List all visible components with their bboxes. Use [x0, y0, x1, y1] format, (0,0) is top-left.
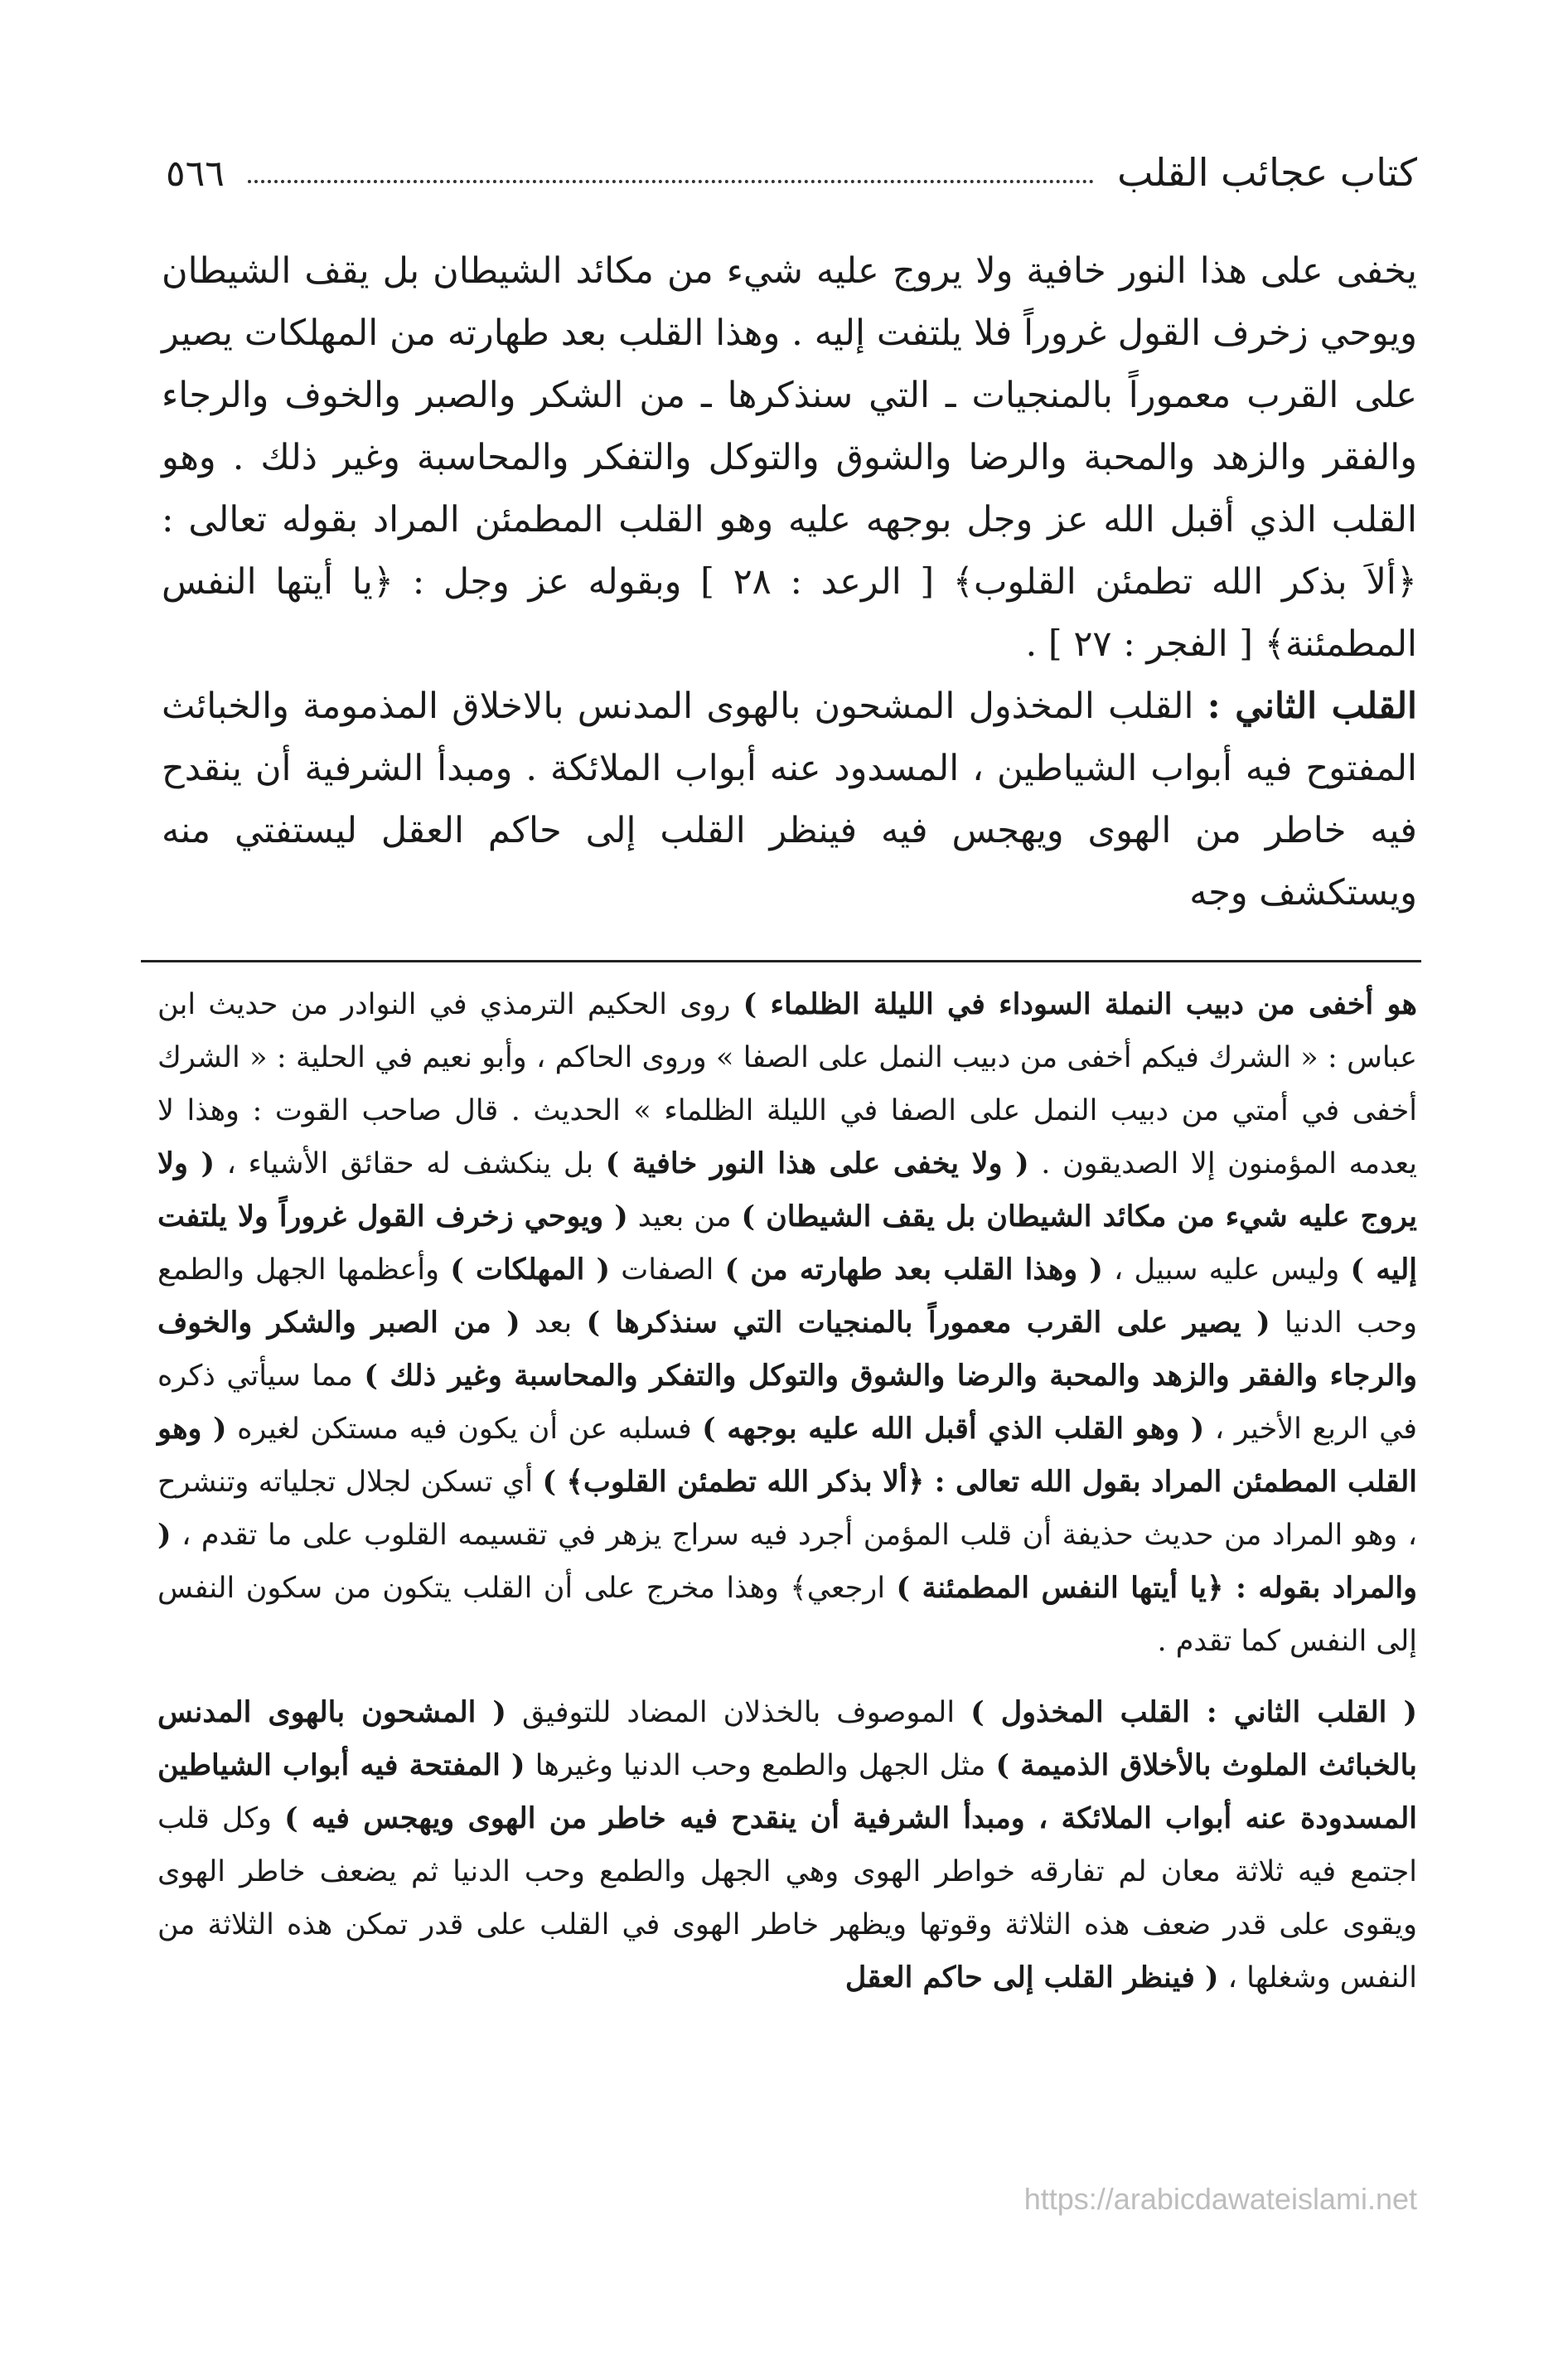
commentary-text: ارجعي﴾ وهذا مخرج على أن القلب يتكون من سكون النفس إلى النفس كما تقدم . [157, 1572, 1417, 1658]
quoted-phrase: ( وهو القلب الذي أقبل الله عليه بوجهه ) [702, 1412, 1205, 1446]
quoted-phrase: ( المهلكات ) [450, 1253, 611, 1287]
footnote-divider [141, 960, 1421, 962]
quoted-phrase: ( ولا يخفى على هذا النور خافية ) [605, 1146, 1029, 1180]
commentary-paragraph [157, 1686, 1417, 2004]
commentary [157, 978, 1417, 2004]
commentary-text: وليس عليه سبيل ، [1102, 1253, 1351, 1287]
quoted-phrase: هو أخفى من دبيب النملة السوداء في الليلة الظلماء ) [743, 987, 1418, 1021]
quoted-phrase: ( المشحون بالهوى المدنس بالخبائث الملوث بالأخلاق الذميمة ) [157, 1695, 1417, 1782]
quoted-phrase: ( القلب الثاني : القلب المخذول ) [970, 1695, 1417, 1729]
page-number: ٥٦٦ [166, 153, 225, 195]
paragraph-gap [157, 1668, 1417, 1686]
website-watermark: https://arabicdawateislami.net [1023, 2182, 1417, 2216]
commentary-text: مما سيأتي ذكره في الربع الأخير ، [157, 1360, 1417, 1446]
commentary-text: وأعظمها الجهل والطمع وحب الدنيا [157, 1253, 1418, 1340]
commentary-text: بل ينكشف له حقائق الأشياء ، [215, 1147, 606, 1180]
main-paragraph-text: يخفى على هذا النور خافية ولا يروج عليه شيء من مكائد الشيطان بل يقف الشيطان ويوحي زخرف القول غروراً فلا يلتفت إليه . وهذا القلب بعد طهارته من المهلكات يصير على القرب معموراً بالمنجيات ـ التي سنذكرها ـ من الشكر والصبر والخوف والرجاء والفقر والزهد والمحبة والرضا والشوق والتوكل والتفكر والمحاسبة وغير ذلك . وهو القلب الذي أقبل الله عز وجل بوجهه عليه وهو القلب المطمئن المراد بقوله تعالى : ﴿ألاَ بذكر الله تطمئن القلوب﴾ [ الرعد : ٢٨ ] وبقوله عز وجل : ﴿يا أيتها النفس المطمئنة﴾ [ الفجر : ٢٧ ] . [162, 250, 1417, 665]
commentary-text: بعد [520, 1306, 587, 1340]
running-header [166, 137, 1417, 195]
dotted-leader [248, 180, 1094, 183]
quoted-phrase: ( ويوحي زخرف القول غروراً ولا يلتفت إليه ) [157, 1200, 1417, 1287]
quoted-phrase: ( يصير على القرب معموراً بالمنجيات التي سنذكرها ) [586, 1306, 1270, 1340]
main-text [162, 240, 1417, 924]
commentary-text: مثل الجهل والطمع وحب الدنيا وغيرها [525, 1749, 996, 1782]
commentary-text: فسلبه عن أن يكون فيه مستكن لغيره [226, 1413, 703, 1446]
commentary-text: الصفات [610, 1253, 725, 1287]
quoted-phrase: ( وهذا القلب بعد طهارته من ) [724, 1253, 1103, 1287]
quoted-phrase: ( والمراد بقوله : ﴿يا أيتها النفس المطمئنة ) [157, 1518, 1417, 1605]
main-paragraph [162, 240, 1417, 676]
quoted-phrase: ( فينظر القلب إلى حاكم العقل [844, 1961, 1219, 1995]
commentary-text: الموصوف بالخذلان المضاد للتوفيق [506, 1696, 971, 1729]
book-title: كتاب عجائب القلب [1117, 150, 1417, 195]
commentary-text: وكل قلب اجتمع فيه ثلاثة معان لم تفارقه خواطر الهوى وهي الجهل والطمع وحب الدنيا ثم يضعف خاطر الهوى ويقوى على قدر ضعف هذه الثلاثة وقوتها ويظهر خاطر الهوى في القلب على قدر تمكن هذه الثلاثة من النفس وشغلها ، [157, 1802, 1417, 1995]
quoted-phrase: ( من الصبر والشكر والخوف والرجاء والفقر والزهد والمحبة والرضا والشوق والتوكل والتفكر والمحاسبة وغير ذلك ) [157, 1306, 1417, 1393]
commentary-text: من بعيد [627, 1200, 742, 1234]
quoted-phrase: ( ولا يروج عليه شيء من مكائد الشيطان بل يقف الشيطان ) [157, 1146, 1418, 1234]
quoted-phrase: ( المفتحة فيه أبواب الشياطين المسدودة عنه أبواب الملائكة ، ومبدأ الشرفية أن ينقدح فيه خاطر من الهوى ويهجس فيه ) [157, 1748, 1418, 1835]
section-lead: القلب الثاني : [1207, 686, 1417, 727]
commentary-paragraph [157, 978, 1417, 1668]
main-paragraph [162, 676, 1417, 924]
main-paragraph-text: القلب المخذول المشحون بالهوى المدنس بالاخلاق المذمومة والخبائث المفتوح فيه أبواب الشياطين ، المسدود عنه أبواب الملائكة . ومبدأ الشرفية أن ينقدح فيه خاطر من الهوى ويهجس فيه فينظر القلب إلى حاكم العقل ليستفتي منه ويستكشف وجه [162, 686, 1417, 914]
commentary-text: روى الحكيم الترمذي في النوادر من حديث ابن عباس : « الشرك فيكم أخفى من دبيب النمل على الصفا » وروى الحاكم ، وأبو نعيم في الحلية : « الشرك أخفى في أمتي من دبيب النمل على الصفا في الليلة الظلماء » الحديث . قال صاحب القوت : وهذا لا يعدمه المؤمنون إلا الصديقون . [157, 988, 1417, 1180]
commentary-text: أي تسكن لجلال تجلياته وتنشرح ، وهو المراد من حديث حذيفة أن قلب المؤمن أجرد فيه سراج يزهر في تقسيمه القلوب على ما تقدم ، [157, 1466, 1417, 1552]
quoted-phrase: ( وهو القلب المطمئن المراد بقول الله تعالى : ﴿ألا بذكر الله تطمئن القلوب﴾ ) [157, 1412, 1418, 1499]
